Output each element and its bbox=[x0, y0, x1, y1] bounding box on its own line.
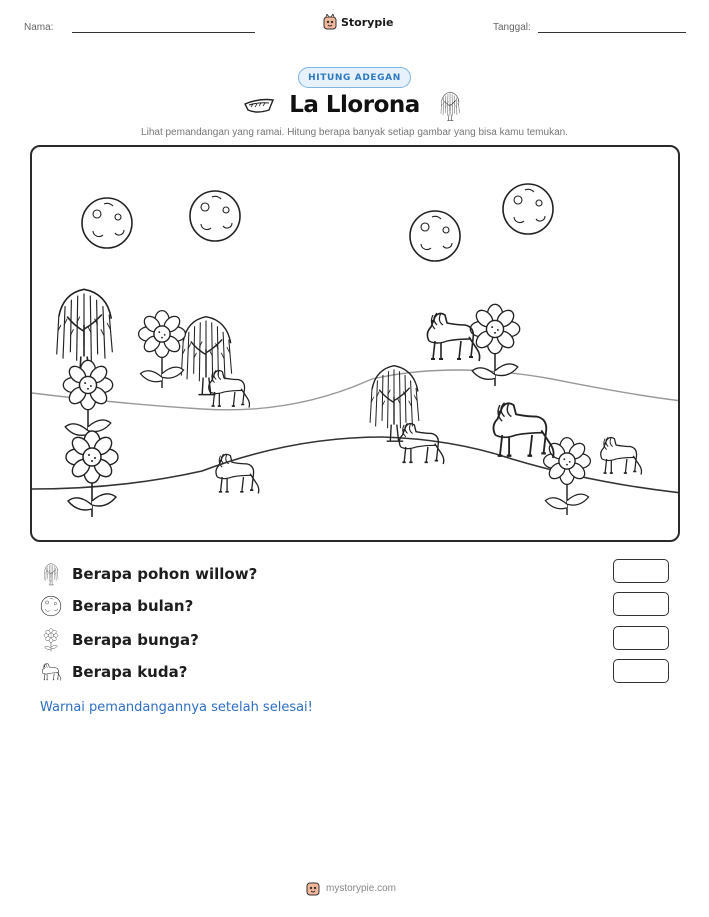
moon-2 bbox=[190, 191, 240, 241]
willow-tree-icon bbox=[40, 562, 62, 586]
footer bbox=[306, 880, 396, 896]
moon-1 bbox=[82, 198, 132, 248]
brand-name: Storypie bbox=[341, 15, 394, 29]
name-label: Nama: bbox=[24, 22, 54, 33]
date-label: Tanggal: bbox=[493, 22, 531, 33]
closing-instruction: Warnai pemandangannya setelah selesai! bbox=[40, 700, 313, 715]
scene-illustration bbox=[32, 147, 680, 542]
willow-tree-2 bbox=[181, 317, 231, 395]
question-text: Berapa pohon willow? bbox=[72, 565, 258, 583]
willow-tree-3 bbox=[370, 366, 419, 441]
horse-6 bbox=[601, 437, 642, 474]
date-line[interactable] bbox=[538, 32, 686, 33]
back-hill-line bbox=[32, 370, 680, 410]
question-moon bbox=[40, 595, 193, 617]
horse-1 bbox=[209, 370, 250, 407]
counting-scene bbox=[30, 145, 680, 542]
instruction-text: Lihat pemandangan yang ramai. Hitung berapa banyak setiap gambar yang bisa kamu temukan. bbox=[141, 127, 568, 138]
question-horse bbox=[40, 661, 187, 683]
page-title: La Llorona bbox=[289, 92, 420, 118]
flower-5 bbox=[544, 438, 591, 515]
flower-2 bbox=[63, 360, 112, 442]
moon-4 bbox=[503, 184, 553, 234]
horse-2 bbox=[216, 454, 259, 493]
storypie-mascot-icon bbox=[323, 14, 337, 30]
name-line[interactable] bbox=[72, 32, 255, 33]
moon-icon bbox=[40, 595, 62, 617]
answer-box-horse[interactable] bbox=[613, 659, 669, 683]
answer-box-flower[interactable] bbox=[613, 626, 669, 650]
horse-5 bbox=[493, 403, 553, 458]
flower-3 bbox=[66, 431, 118, 517]
flower-1 bbox=[139, 311, 186, 388]
horse-3 bbox=[427, 313, 479, 361]
horse-4 bbox=[399, 423, 443, 464]
horse-icon bbox=[40, 661, 62, 683]
brand-logo bbox=[323, 14, 393, 30]
question-text: Berapa bunga? bbox=[72, 631, 199, 649]
question-willow bbox=[40, 562, 257, 586]
flower-icon bbox=[40, 628, 62, 652]
question-text: Berapa kuda? bbox=[72, 663, 188, 681]
worksheet-tag: HITUNG ADEGAN bbox=[298, 67, 411, 88]
question-text: Berapa bulan? bbox=[72, 597, 194, 615]
willow-tree-title-icon bbox=[436, 90, 464, 122]
answer-box-willow[interactable] bbox=[613, 559, 669, 583]
answer-box-moon[interactable] bbox=[613, 592, 669, 616]
storypie-mascot-icon bbox=[306, 880, 320, 896]
moon-3 bbox=[410, 211, 460, 261]
question-flower bbox=[40, 628, 199, 652]
footer-site[interactable]: mystorypie.com bbox=[326, 882, 397, 894]
